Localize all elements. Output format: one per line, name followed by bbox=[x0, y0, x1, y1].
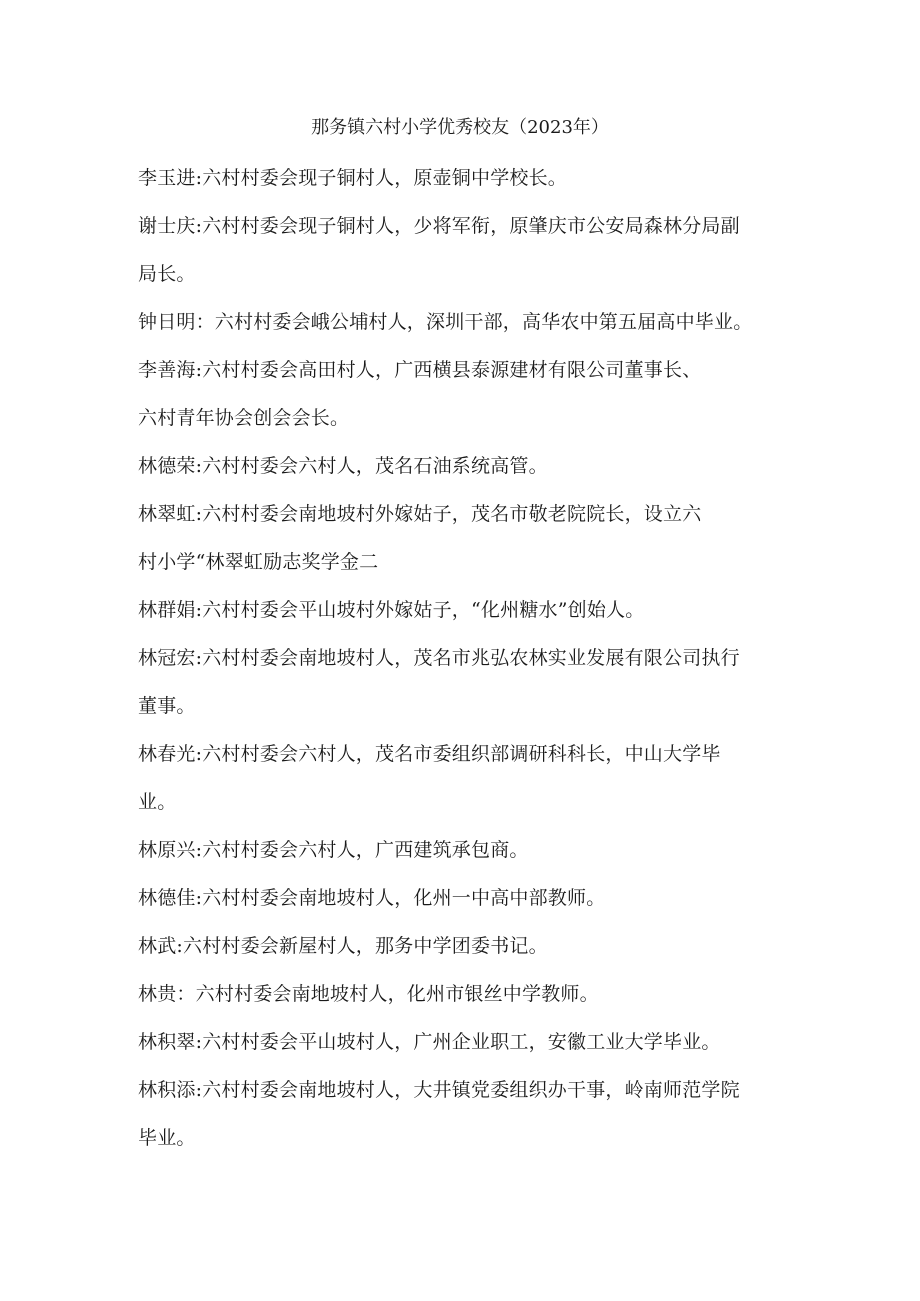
text-line: 林贵：六村村委会南地坡村人，化州市银丝中学教师。 bbox=[138, 983, 599, 1005]
text-line: 林春光:六村村委会六村人，茂名市委组织部调研科科长，中山大学毕 bbox=[138, 743, 721, 765]
text-line: 林武:六村村委会新屋村人，那务中学团委书记。 bbox=[138, 935, 548, 957]
text-line: 林冠宏:六村村委会南地坡村人，茂名市兆弘农林实业发展有限公司执行 bbox=[138, 647, 740, 669]
text-line: 钟日明：六村村委会峨公埔村人，深圳干部，高华农中第五届高中毕业。 bbox=[138, 311, 753, 333]
document-title: 那务镇六村小学优秀校友（2023年） bbox=[311, 117, 609, 138]
text-line: 林德佳:六村村委会南地坡村人，化州一中高中部教师。 bbox=[138, 887, 606, 909]
text-line: 林积添:六村村委会南地坡村人，大井镇党委组织办干事，岭南师范学院 bbox=[138, 1079, 740, 1101]
text-line: 林翠虹:六村村委会南地坡村外嫁姑子，茂名市敬老院院长，设立六 bbox=[138, 503, 702, 525]
text-line: 林原兴:六村村委会六村人，广西建筑承包商。 bbox=[138, 839, 529, 861]
text-line: 林群娟:六村村委会平山坡村外嫁姑子，“化州糖水”创始人。 bbox=[138, 599, 645, 621]
text-line: 村小学“林翠虹励志奖学金二 bbox=[138, 551, 379, 573]
text-line: 局长。 bbox=[138, 263, 196, 285]
text-line: 毕业。 bbox=[138, 1127, 196, 1149]
text-line: 谢士庆:六村村委会现子铜村人，少将军衔，原肇庆市公安局森林分局副 bbox=[138, 215, 740, 237]
text-line: 林积翠:六村村委会平山坡村人，广州企业职工，安徽工业大学毕业。 bbox=[138, 1031, 721, 1053]
text-line: 六村青年协会创会会长。 bbox=[138, 407, 350, 429]
text-line: 董事。 bbox=[138, 695, 196, 717]
text-line: 李善海:六村村委会高田村人，广西横县泰源建材有限公司董事长、 bbox=[138, 359, 702, 381]
text-line: 业。 bbox=[138, 791, 177, 813]
text-line: 李玉进:六村村委会现子铜村人，原壶铜中学校长。 bbox=[138, 167, 568, 189]
text-line: 林德荣:六村村委会六村人，茂名石油系统高管。 bbox=[138, 455, 548, 477]
